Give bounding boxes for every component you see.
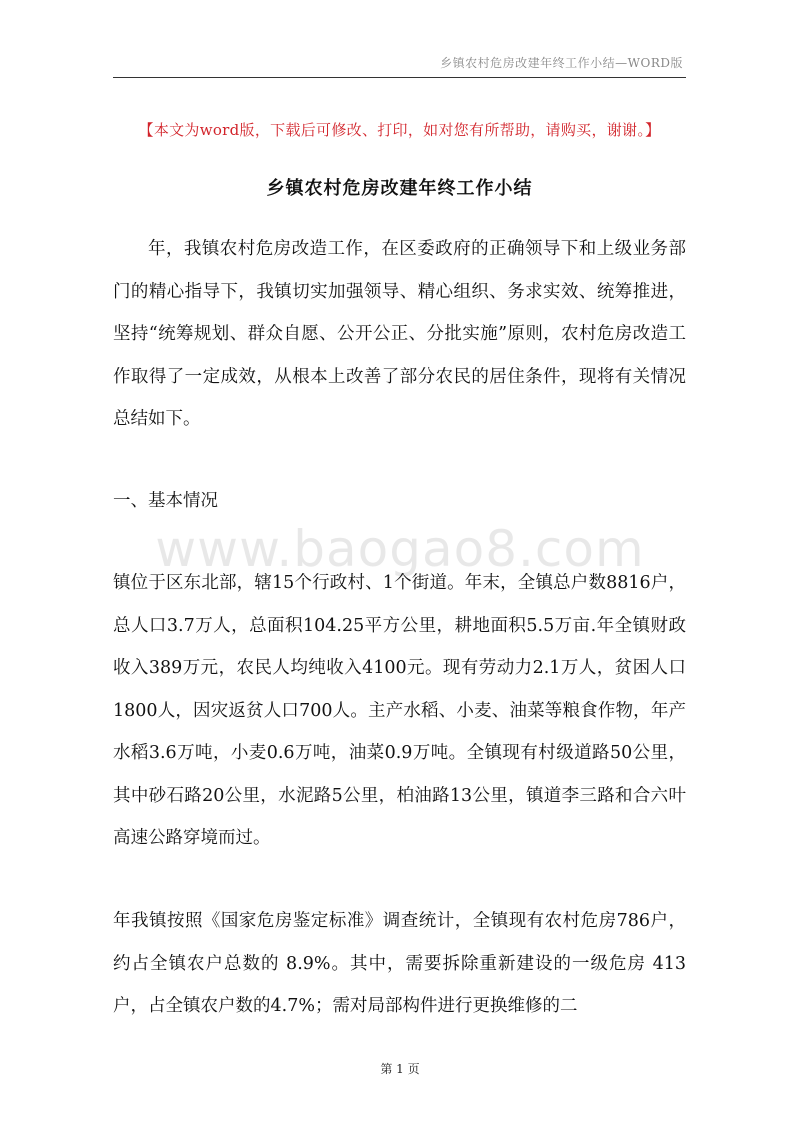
watermark: www.baogao8.com	[155, 520, 645, 578]
intro-paragraph: 年，我镇农村危房改造工作，在区委政府的正确领导下和上级业务部门的精心指导下，我镇切实加强领导、精心组织、务求实效、统筹推进，坚持“统筹规划、群众自愿、公开公正、分批实施”原则，农村危房改造工作取得了一定成效，从根本上改善了部分农民的居住条件，现将有关情况总结如下。	[113, 239, 686, 429]
document-title: 乡镇农村危房改建年终工作小结	[266, 178, 533, 199]
section-heading-basic: 一、基本情况	[113, 491, 218, 511]
page-header: 乡镇农村危房改建年终工作小结—WORD版	[440, 56, 683, 70]
purchase-notice: 【本文为word版，下载后可修改、打印，如对您有所帮助，请购买，谢谢。】	[138, 121, 661, 139]
survey-paragraph: 年我镇按照《国家危房鉴定标准》调查统计，全镇现有农村危房786户，约占全镇农户总数的 8.9%。其中，需要拆除重新建设的一级危房 413 户，占全镇农户数的4.7%；需对局部构件进行更换维修的二	[113, 911, 686, 1016]
header-divider	[113, 77, 686, 78]
page-number: 第 1 页	[380, 1062, 420, 1076]
basic-info-paragraph: 镇位于区东北部，辖15个行政村、1个街道。年末，全镇总户数8816户，总人口3.7万人，总面积104.25平方公里，耕地面积5.5万亩.年全镇财政收入389万元，农民人均纯收入4100元。现有劳动力2.1万人，贫困人口1800人，因灾返贫人口700人。主产水稻、小麦、油菜等粮食作物，年产水稻3.6万吨，小麦0.6万吨，油菜0.9万吨。全镇现有村级道路50公里，其中砂石路20公里，水泥路5公里，柏油路13公里，镇道李三路和合六叶高速公路穿境而过。	[113, 573, 686, 848]
